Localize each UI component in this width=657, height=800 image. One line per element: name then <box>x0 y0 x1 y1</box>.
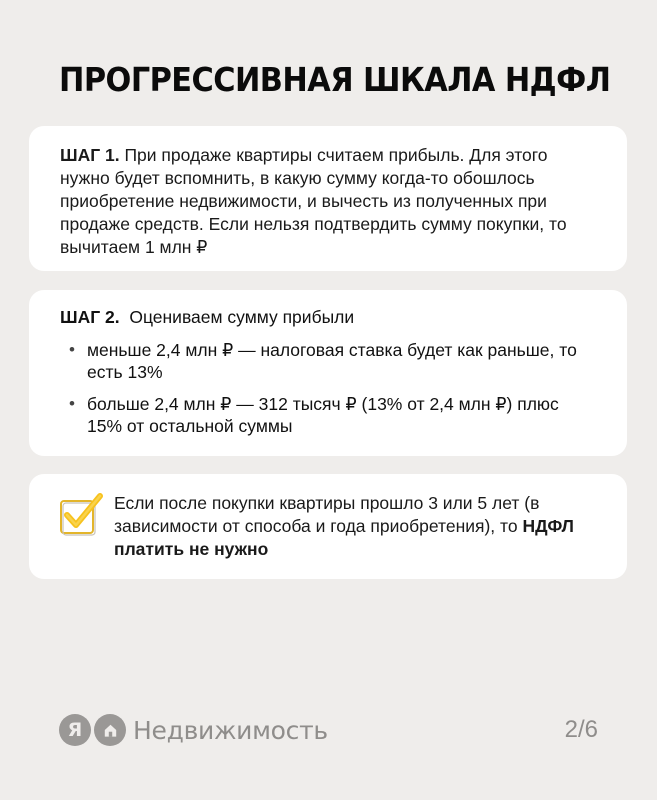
page-indicator: 2/6 <box>564 716 598 743</box>
step1-body: При продаже квартиры считаем прибыль. Для этого нужно будет вспомнить, в какую сумму когда-то обошлось приобретение недвижимости, и вычесть из полученных при продаже средств. Если нельзя подтвердить сумму покупки, то вычитаем 1 млн ₽ <box>60 145 567 257</box>
step2-bullet-list <box>60 339 597 437</box>
step2-body: Оцениваем сумму прибыли <box>119 307 355 327</box>
step1-card <box>29 126 627 271</box>
step2-heading <box>60 306 597 329</box>
bullet-dot-icon: • <box>69 340 75 359</box>
checkbox-check-icon <box>58 491 104 537</box>
brand-logo <box>59 713 328 747</box>
bullet-text: больше 2,4 млн ₽ — 312 тысяч ₽ (13% от 2,4 млн ₽) плюс 15% от остальной суммы <box>87 394 559 436</box>
step2-card <box>29 290 627 456</box>
logo-letter: Я <box>67 719 83 741</box>
bullet-dot-icon: • <box>69 394 75 413</box>
step1-label: ШАГ 1. <box>60 145 120 165</box>
bullet-text: меньше 2,4 млн ₽ — налоговая ставка будет как раньше, то есть 13% <box>87 340 577 382</box>
note-emphasis: НДФЛ платить не нужно <box>114 516 574 559</box>
house-icon <box>94 714 126 746</box>
yandex-logo-icon <box>59 714 91 746</box>
step1-text <box>60 144 597 259</box>
house-shape-icon <box>101 721 120 740</box>
note-body: Если после покупки квартиры прошло 3 или 5 лет (в зависимости от способа и года приобретения), то <box>114 493 540 536</box>
step2-label: ШАГ 2. <box>60 307 120 327</box>
page-title: ПРОГРЕССИВНАЯ ШКАЛА НДФЛ <box>59 60 611 99</box>
list-item <box>60 393 597 437</box>
note-text <box>114 492 614 561</box>
list-item <box>60 339 597 383</box>
note-card <box>29 474 627 579</box>
brand-name: Недвижимость <box>133 715 328 745</box>
